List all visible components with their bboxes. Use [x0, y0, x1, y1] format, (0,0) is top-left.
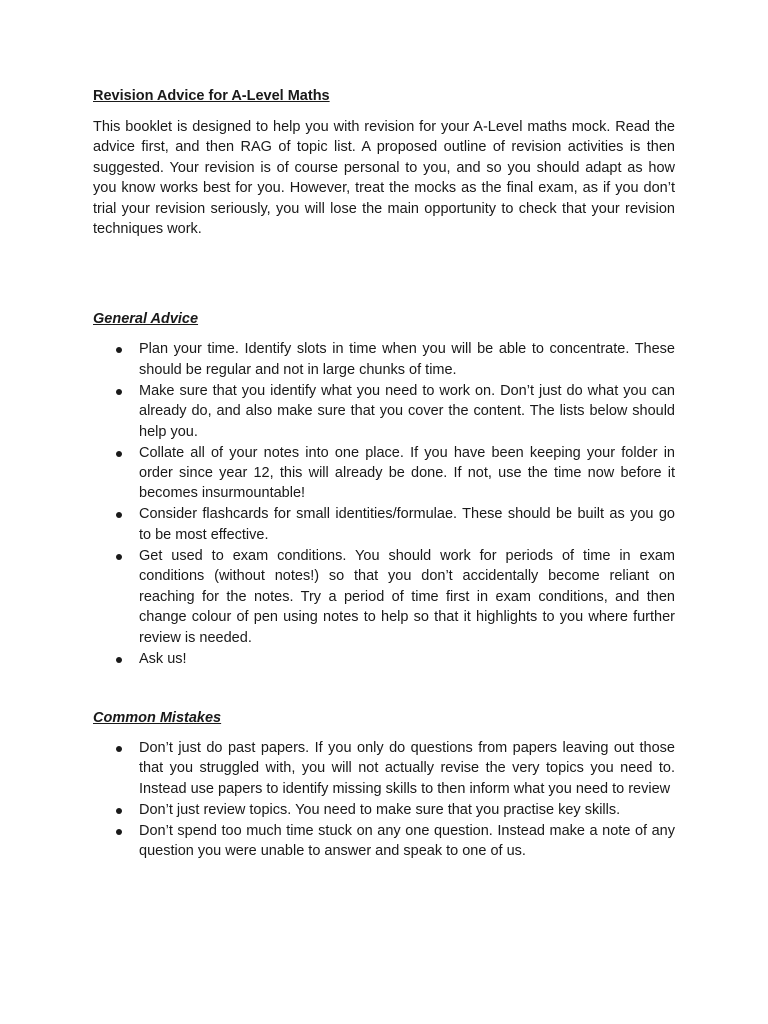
intro-paragraph: This booklet is designed to help you with revision for your A-Level maths mock. Read the advice first, and then RAG of topic list. A proposed outline of revision activities is then suggested. Your revision is of course personal to you, and so you should adapt as how you know works best for you. However, treat the mocks as the final exam, as if you don’t trial your revision seriously, you will lose the main opportunity to check that your revision techniques work. — [93, 119, 675, 238]
list-item — [93, 546, 675, 648]
list-item-text: Don’t spend too much time stuck on any one question. Instead make a note of any question you were unable to answer and speak to one of us. — [139, 822, 675, 860]
list-item-text: Plan your time. Identify slots in time when you will be able to concentrate. These should be regular and not in large chunks of time. — [139, 341, 675, 378]
list-item-text: Don’t just do past papers. If you only do questions from papers leaving out those that you struggled with, you will not actually revise the very topics you need to. Instead use papers to identify missing skills to then inform what you need to review — [139, 739, 675, 797]
general-advice-heading: General Advice — [93, 311, 199, 328]
common-mistakes-list — [93, 738, 675, 862]
list-item-text: Don’t just review topics. You need to make sure that you practise key skills. — [139, 801, 621, 818]
list-item-text: Make sure that you identify what you need to work on. Don’t just do what you can already do, and also make sure that you cover the content. The lists below should help you. — [139, 382, 675, 440]
bullet-icon — [116, 554, 122, 560]
list-item — [93, 649, 675, 669]
bullet-icon — [116, 657, 122, 663]
list-item-text: Collate all of your notes into one place. If you have been keeping your folder in order since year 12, this will already be done. If not, use the time now before it becomes insurmountable! — [139, 444, 675, 502]
bullet-icon — [116, 808, 122, 814]
list-item-text: Consider flashcards for small identities/formulae. These should be built as you go to be most effective. — [139, 506, 675, 543]
list-item-text: Ask us! — [139, 650, 187, 667]
document-title: Revision Advice for A-Level Maths — [93, 88, 330, 104]
list-item — [93, 821, 675, 862]
general-advice-list — [93, 339, 675, 668]
list-item — [93, 800, 675, 820]
list-item — [93, 738, 675, 799]
bullet-icon — [116, 829, 122, 835]
list-item — [93, 381, 675, 442]
bullet-icon — [116, 746, 122, 752]
bullet-icon — [116, 347, 122, 353]
bullet-icon — [116, 451, 122, 457]
bullet-icon — [116, 389, 122, 395]
list-item — [93, 339, 675, 380]
common-mistakes-heading: Common Mistakes — [93, 709, 222, 726]
bullet-icon — [116, 512, 122, 518]
list-item-text: Get used to exam conditions. You should work for periods of time in exam conditions (without notes!) so that you don’t accidentally become reliant on reaching for the notes. Try a period of time first in exam conditions, and then change colour of pen using notes to help so that it highlights to you where further review is needed. — [139, 547, 675, 646]
list-item — [93, 504, 675, 545]
document-page — [93, 86, 675, 862]
list-item — [93, 443, 675, 504]
